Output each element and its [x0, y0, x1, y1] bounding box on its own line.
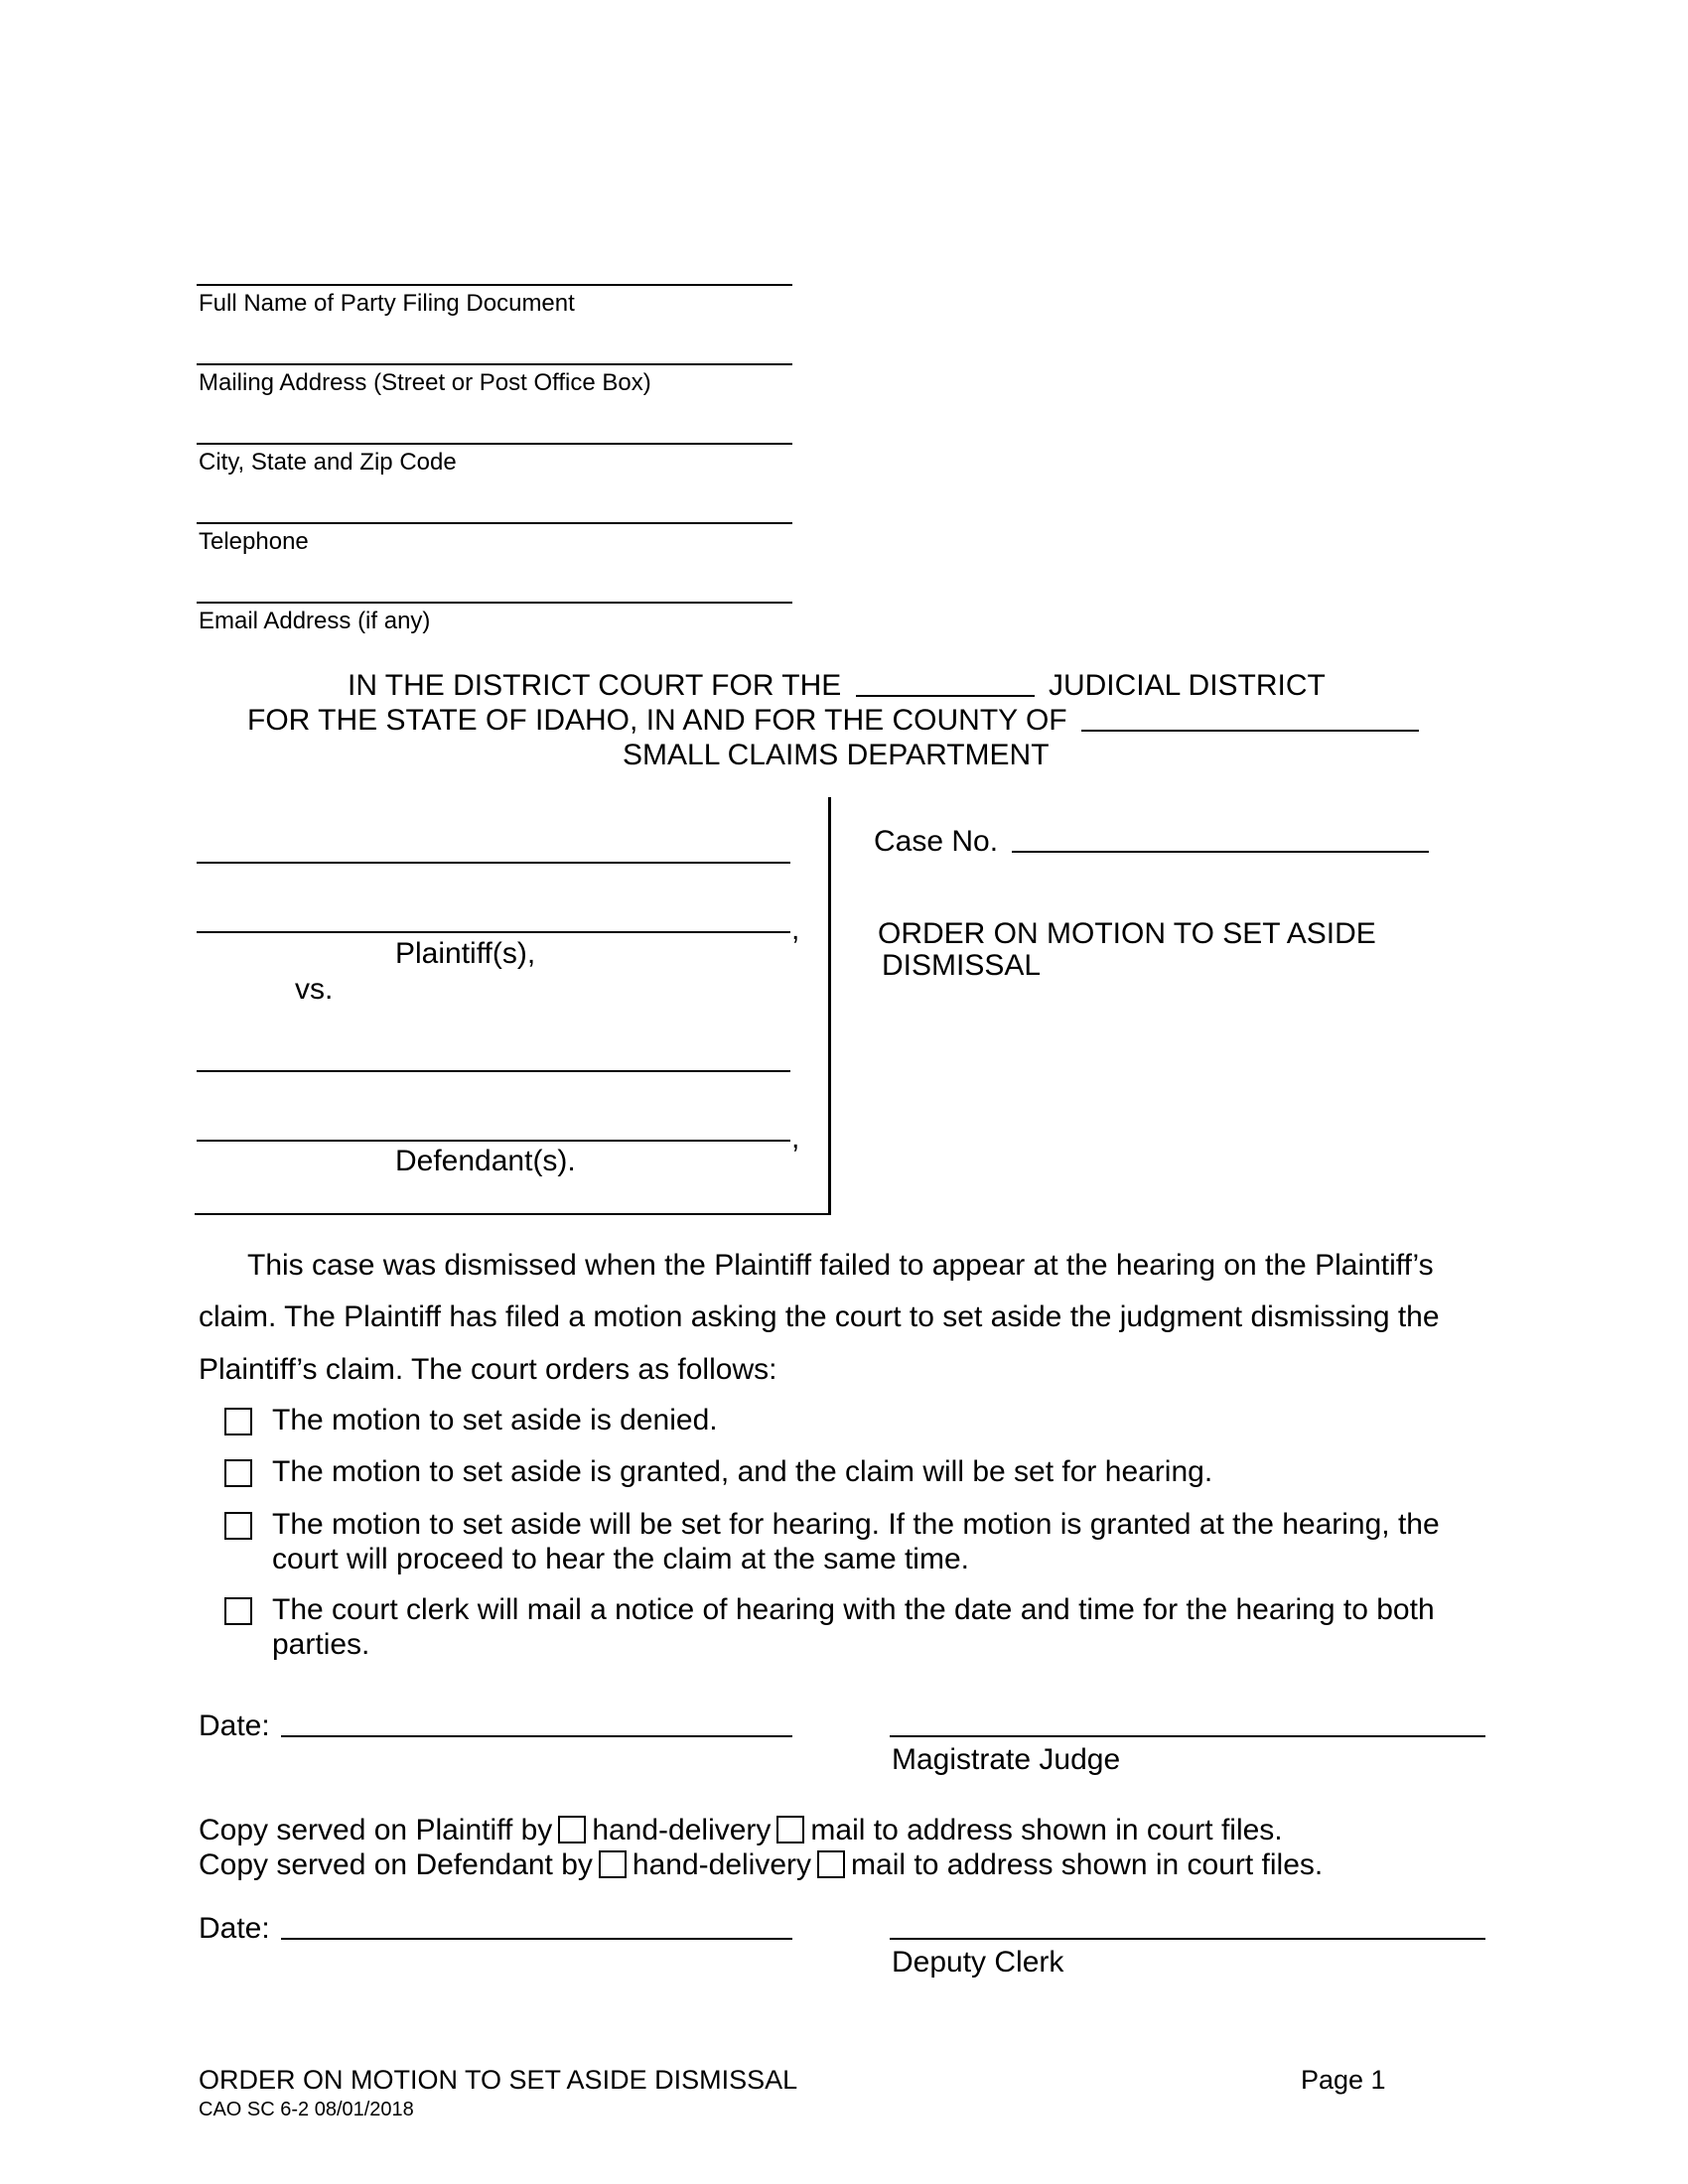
clerk-signature-line[interactable]	[890, 1938, 1485, 1940]
option-clerk-notice-text-line1: The court clerk will mail a notice of hearing with the date and time for the hearing to both	[272, 1593, 1435, 1626]
plaintiff-hand-delivery-checkbox[interactable]	[558, 1816, 586, 1843]
defendant-mail-label: mail to address shown in court files.	[851, 1848, 1324, 1881]
full-name-line[interactable]	[197, 284, 792, 286]
plaintiff-comma: ,	[791, 913, 800, 946]
option-granted-checkbox[interactable]	[224, 1459, 252, 1487]
defendant-line-1[interactable]	[197, 1070, 790, 1072]
option-denied-checkbox[interactable]	[224, 1408, 252, 1435]
defendant-line-2[interactable]	[197, 1140, 790, 1142]
option-granted-text: The motion to set aside is granted, and the claim will be set for hearing.	[272, 1455, 1213, 1488]
footer-form-code: CAO SC 6-2 08/01/2018	[199, 2099, 414, 2120]
service-defendant-prefix: Copy served on Defendant by	[199, 1848, 593, 1881]
defendant-label: Defendant(s).	[395, 1145, 576, 1177]
judge-label: Magistrate Judge	[892, 1743, 1121, 1776]
full-name-label: Full Name of Party Filing Document	[199, 290, 575, 317]
plaintiff-line-2[interactable]	[197, 931, 790, 933]
caption-divider	[828, 797, 831, 1215]
document-title-line2: DISMISSAL	[882, 949, 1042, 982]
footer-page: Page 1	[1301, 2065, 1386, 2095]
option-clerk-notice-text-line2: parties.	[272, 1628, 370, 1661]
plaintiff-hand-delivery-label: hand-delivery	[592, 1814, 772, 1846]
judge-signature-line[interactable]	[890, 1735, 1485, 1737]
court-header-line2	[247, 704, 1419, 738]
option-clerk-notice-checkbox[interactable]	[224, 1597, 252, 1625]
email-line[interactable]	[197, 602, 792, 604]
telephone-line[interactable]	[197, 522, 792, 524]
service-plaintiff-prefix: Copy served on Plaintiff by	[199, 1814, 553, 1846]
document-title-line1: ORDER ON MOTION TO SET ASIDE	[878, 917, 1376, 950]
clerk-date-label: Date:	[199, 1912, 270, 1945]
paragraph-line3: Plaintiff’s claim. The court orders as follows:	[199, 1353, 777, 1386]
judicial-district-field[interactable]	[856, 671, 1035, 697]
caption-bottom-line	[195, 1213, 830, 1215]
footer-title: ORDER ON MOTION TO SET ASIDE DISMISSAL	[199, 2065, 798, 2095]
option-set-for-hearing-text-line1: The motion to set aside will be set for hearing. If the motion is granted at the hearing, the	[272, 1508, 1440, 1541]
city-state-zip-line[interactable]	[197, 443, 792, 445]
plaintiff-label: Plaintiff(s),	[395, 937, 536, 970]
defendant-hand-delivery-label: hand-delivery	[632, 1848, 812, 1881]
court-header-line2-text: FOR THE STATE OF IDAHO, IN AND FOR THE COUNTY OF	[247, 704, 1067, 737]
case-no-label: Case No.	[874, 825, 999, 858]
option-set-for-hearing-text-line2: court will proceed to hear the claim at the same time.	[272, 1543, 969, 1575]
judge-date-label: Date:	[199, 1709, 270, 1742]
service-defendant-line	[199, 1848, 1323, 1882]
paragraph-line2: claim. The Plaintiff has filed a motion asking the court to set aside the judgment dismissing the	[199, 1300, 1440, 1333]
case-number	[874, 825, 1429, 859]
service-plaintiff-line	[199, 1814, 1283, 1847]
option-denied-text: The motion to set aside is denied.	[272, 1404, 718, 1436]
plaintiff-line-1[interactable]	[197, 862, 790, 864]
county-field[interactable]	[1081, 706, 1419, 732]
vs-label: vs.	[295, 973, 334, 1006]
court-header-line3: SMALL CLAIMS DEPARTMENT	[623, 739, 1050, 771]
telephone-label: Telephone	[199, 528, 309, 555]
option-set-for-hearing-checkbox[interactable]	[224, 1512, 252, 1540]
plaintiff-mail-label: mail to address shown in court files.	[810, 1814, 1283, 1846]
mailing-address-label: Mailing Address (Street or Post Office Box)	[199, 369, 651, 396]
court-header-line1-a: IN THE DISTRICT COURT FOR THE	[348, 669, 842, 702]
court-header-line1-b: JUDICIAL DISTRICT	[1048, 669, 1326, 702]
city-state-zip-label: City, State and Zip Code	[199, 449, 457, 476]
paragraph-line1: This case was dismissed when the Plaintiff failed to appear at the hearing on the Plaintiff’s	[247, 1249, 1434, 1282]
defendant-comma: ,	[791, 1122, 800, 1155]
defendant-hand-delivery-checkbox[interactable]	[599, 1850, 627, 1878]
case-no-field[interactable]	[1012, 827, 1429, 853]
mailing-address-line[interactable]	[197, 363, 792, 365]
clerk-date-field[interactable]	[281, 1938, 792, 1940]
clerk-label: Deputy Clerk	[892, 1946, 1064, 1979]
email-label: Email Address (if any)	[199, 608, 431, 634]
plaintiff-mail-checkbox[interactable]	[776, 1816, 804, 1843]
judge-date-field[interactable]	[281, 1735, 792, 1737]
defendant-mail-checkbox[interactable]	[817, 1850, 845, 1878]
court-header-line1	[348, 669, 1326, 703]
